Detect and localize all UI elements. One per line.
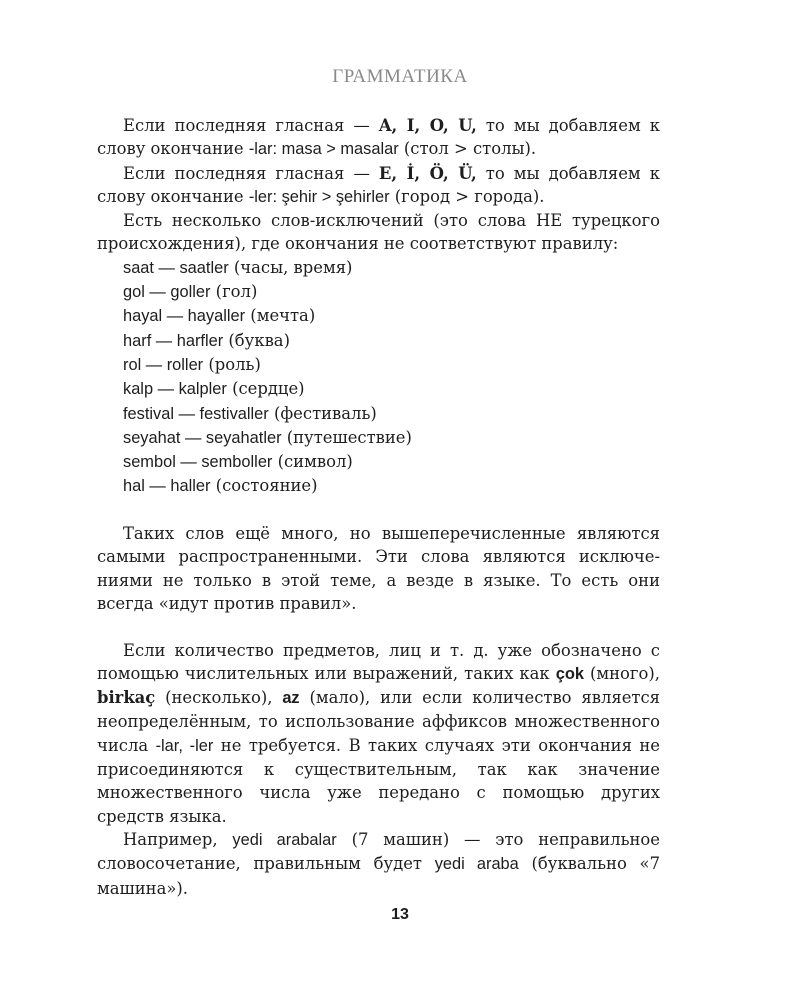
suffix-ler-example: -ler: şehir > şehirler: [248, 187, 390, 206]
keyword-birkac: birkaç: [97, 688, 156, 708]
rule-text: Если последняя гласная —: [123, 163, 379, 183]
russian-gloss: (символ): [272, 452, 353, 472]
exceptions-intro: Есть несколько слов-исключений (это слова НЕ турецкого происхождения), где окончания не соответствуют правилу:: [97, 211, 660, 254]
turkish-word: festival — festivaller: [123, 404, 269, 423]
back-vowels: A, I, O, U,: [378, 116, 477, 135]
list-item: [123, 450, 660, 474]
list-item: [123, 280, 660, 304]
russian-gloss: (мечта): [245, 306, 316, 326]
rule-front-vowels-paragraph: [97, 162, 660, 210]
turkish-word: hal — haller: [123, 477, 211, 496]
turkish-word: hayal — hayaller: [123, 307, 246, 326]
rule-translation: (город > города).: [389, 186, 545, 206]
keyword-az: az: [282, 689, 300, 708]
turkish-word: rol — roller: [123, 355, 204, 374]
list-item: [123, 474, 660, 498]
turkish-word: seyahat — seyahatler: [123, 428, 282, 447]
list-item: [123, 304, 660, 328]
wrong-phrase: yedi arabalar: [232, 830, 337, 849]
exceptions-list: [97, 256, 660, 499]
rule-text: Если последняя гласная —: [123, 116, 379, 135]
keyword-cok: çok: [555, 664, 584, 683]
suffix-lar-example: -lar: masa > masalar: [248, 140, 399, 159]
turkish-word: harf — harfler: [123, 331, 224, 350]
russian-gloss: (буква): [223, 330, 290, 350]
correct-phrase: yedi araba: [434, 855, 519, 874]
russian-gloss: (состояние): [210, 476, 318, 496]
example-paragraph: [97, 828, 660, 900]
russian-gloss: (роль): [203, 354, 261, 374]
turkish-word: saat — saatler: [123, 258, 229, 277]
example-text: Например,: [123, 829, 233, 849]
exceptions-note: Таких слов ещё много, но вышеперечисленные являются самыми распространенными. Эти слова являются исключениями не только в этой теме, а везде в языке. То есть они всегда «идут против правил».: [97, 524, 660, 613]
keyword-gloss: (много),: [583, 663, 660, 683]
example-text: (7 машин) — это неправильное словосочетание, правильным будет: [97, 829, 660, 874]
list-item: [123, 329, 660, 353]
list-item: [123, 377, 660, 401]
quantity-rule-paragraph: [97, 639, 660, 828]
turkish-word: gol — goller: [123, 283, 211, 302]
page-body: [97, 114, 660, 900]
rule-text: то мы добавляем к слову окончание: [97, 116, 660, 159]
russian-gloss: (путешествие): [281, 427, 412, 447]
russian-gloss: (гол): [210, 282, 258, 302]
list-item: [123, 256, 660, 280]
rule-text: то мы добавляем к слову окончание: [97, 163, 660, 206]
plural-suffixes: -lar, -ler: [155, 736, 214, 755]
list-item: [123, 426, 660, 450]
russian-gloss: (фестиваль): [268, 403, 377, 423]
running-head: ГРАММАТИКА: [332, 66, 468, 87]
russian-gloss: (часы, время): [228, 257, 353, 277]
rule-text: не требуется. В таких случаях эти окончания не присоединяются к существительным, так как значение множественного числа уже передано с помощью других средств языка.: [97, 735, 660, 826]
rule-translation: (стол > столы).: [398, 139, 537, 159]
keyword-gloss: (несколько),: [155, 688, 283, 708]
rule-text: Если количество предметов, лиц и т. д. уже обозначено с помощью числительных или выражений, таких как: [97, 640, 660, 683]
russian-gloss: (сердце): [226, 379, 305, 399]
list-item: [123, 402, 660, 426]
rule-text: (мало), или если количество является неопределённым, то использование аффиксов множественного числа: [97, 688, 660, 755]
turkish-word: kalp — kalpler: [123, 380, 227, 399]
list-item: [123, 353, 660, 377]
front-vowels: E, İ, Ö, Ü,: [378, 163, 477, 183]
turkish-word: sembol — semboller: [123, 453, 273, 472]
example-text: (буквально «7 машина»).: [97, 854, 661, 898]
rule-back-vowels-paragraph: [97, 114, 660, 162]
page-number: 13: [391, 906, 409, 923]
